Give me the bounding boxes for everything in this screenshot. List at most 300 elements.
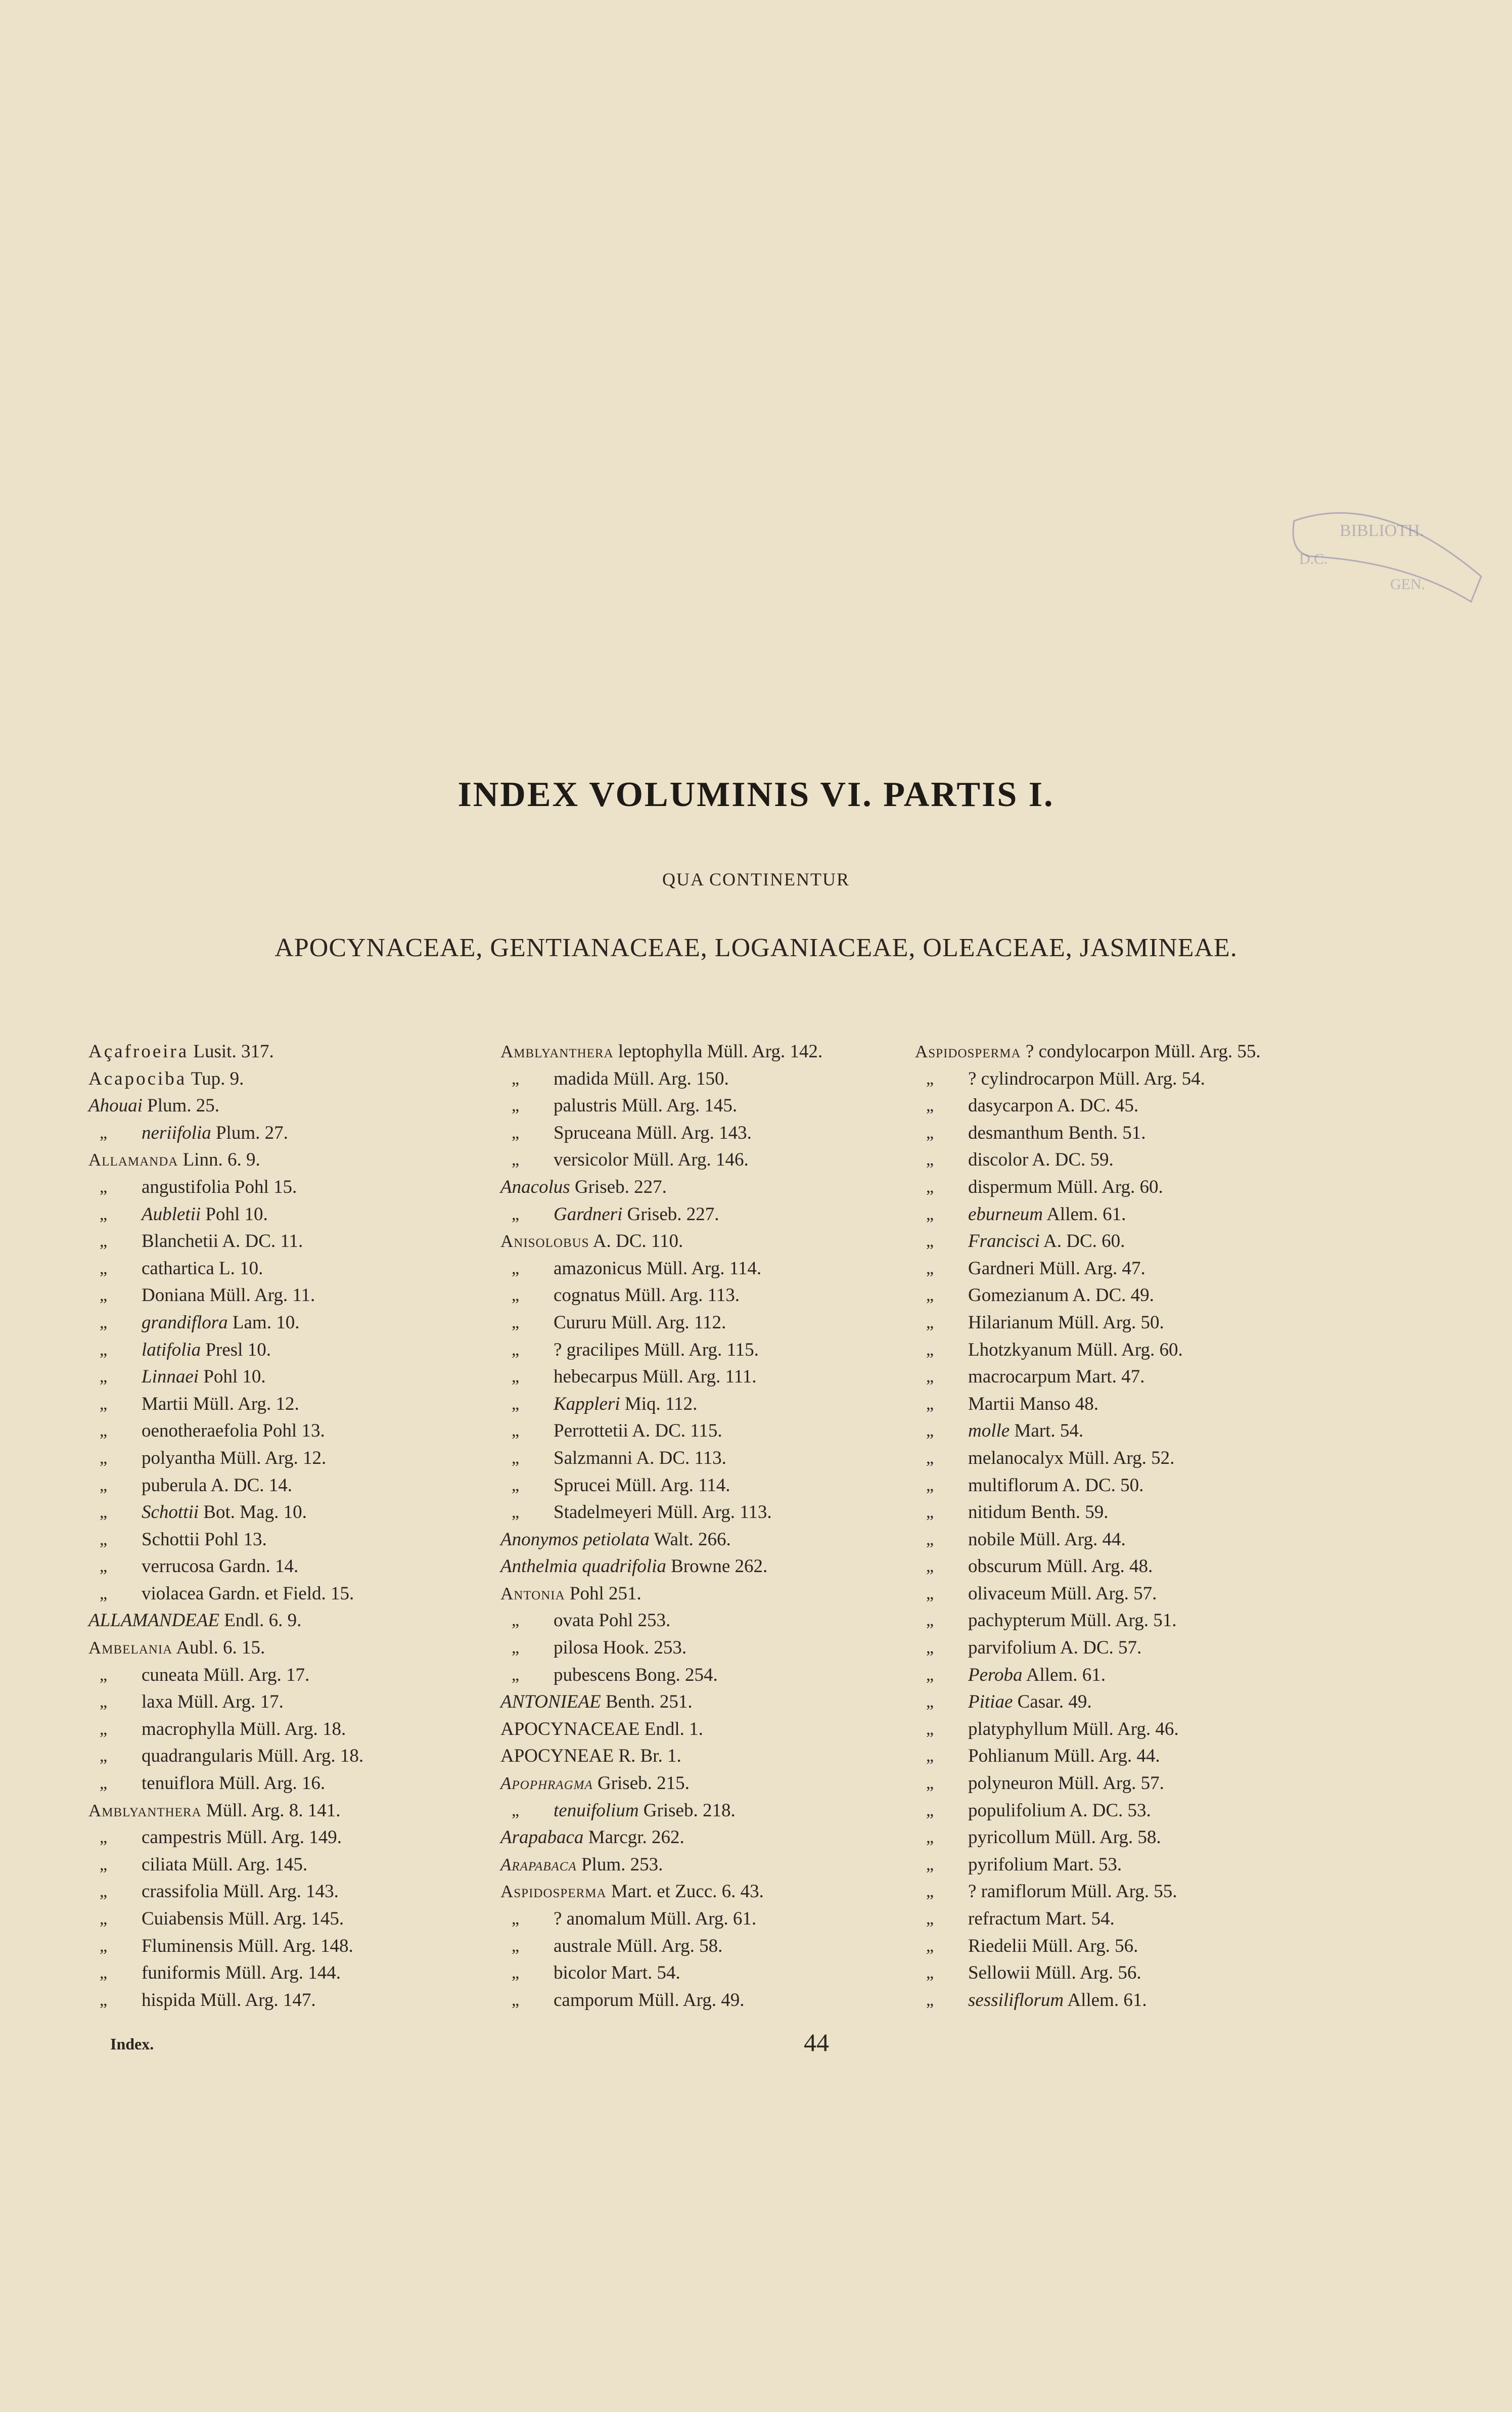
species-author: Allem. 61. [1026,1664,1106,1685]
index-entry [500,1146,925,1174]
species-name: pachypterum Müll. Arg. 51. [968,1610,1177,1631]
ditto-mark: „ [512,1286,520,1305]
index-entry [915,1363,1370,1391]
index-entry [88,1824,513,1851]
species-name: obscurum Müll. Arg. 48. [968,1556,1153,1577]
species-name: parvifolium A. DC. 57. [968,1637,1142,1659]
ditto-mark: „ [512,1990,520,2009]
species-author: A. DC. 60. [1043,1231,1125,1252]
index-entry [915,1797,1370,1824]
index-entry [915,1851,1370,1879]
index-entry [500,1607,925,1634]
species-name: ? ramiflorum Müll. Arg. 55. [968,1881,1177,1902]
ditto-mark: „ [926,1530,934,1549]
index-entry [88,1417,513,1445]
ditto-mark: „ [926,1367,934,1387]
index-entry [915,1417,1370,1445]
index-entry [500,1174,925,1201]
ditto-mark: „ [926,1313,934,1332]
index-entry [915,1770,1370,1797]
species-author: Pohl 10. [203,1366,266,1388]
ditto-mark: „ [926,1665,934,1684]
page-subtitle: QUA CONTINENTUR [662,869,850,889]
index-entry [915,1255,1370,1282]
species-name: puberula A. DC. 14. [142,1475,293,1496]
species-name: tenuiflora Müll. Arg. 16. [142,1773,326,1794]
genus-detail: Walt. 266. [654,1529,731,1550]
index-entry [500,1120,925,1147]
ditto-mark: „ [100,1665,108,1684]
index-entry [88,1878,513,1905]
genus-name: Ahouai [88,1095,143,1116]
species-name: Gardneri Müll. Arg. 47. [968,1258,1146,1279]
index-entry [915,1662,1370,1689]
ditto-mark: „ [926,1503,934,1522]
index-entry [500,1851,925,1879]
ditto-mark: „ [512,1909,520,1928]
index-entry [88,1743,513,1770]
index-entry [915,1309,1370,1336]
page-title: INDEX VOLUMINIS VI. PARTIS I. [457,775,1055,814]
index-entry [915,1174,1370,1201]
ditto-mark: „ [100,1584,108,1603]
ditto-mark: „ [926,1557,934,1576]
index-entry [500,1878,925,1905]
genus-detail: leptophylla Müll. Arg. 142. [618,1041,823,1062]
ditto-mark: „ [100,1557,108,1576]
index-entry [88,1905,513,1933]
ditto-mark: „ [926,1448,934,1467]
ditto-mark: „ [512,1123,520,1142]
index-entry [500,1228,925,1255]
index-column-2 [500,1038,925,2014]
index-entry [88,1688,513,1716]
ditto-mark: „ [100,1936,108,1955]
ditto-mark: „ [100,1774,108,1793]
index-entry [915,1499,1370,1526]
index-entry [915,1959,1370,1987]
index-entry [88,1120,513,1147]
species-name: sessiliflorum [968,1989,1064,2011]
index-entry [915,1146,1370,1174]
index-entry [88,1309,513,1336]
genus-name: Ambelania [88,1638,173,1658]
genus-detail: Griseb. 215. [597,1773,690,1794]
ditto-mark: „ [926,1394,934,1413]
species-name: Linnaei [142,1366,199,1388]
species-name: olivaceum Müll. Arg. 57. [968,1583,1157,1604]
ditto-mark: „ [926,1747,934,1766]
index-entry [500,1417,925,1445]
index-entry [915,1905,1370,1933]
species-author: Miq. 112. [624,1393,698,1414]
species-name: funiformis Müll. Arg. 144. [142,1962,341,1984]
index-entry [88,1662,513,1689]
ditto-mark: „ [100,1313,108,1332]
species-name: macrophylla Müll. Arg. 18. [142,1718,346,1739]
ditto-mark: „ [926,1719,934,1738]
species-name: hispida Müll. Arg. 147. [142,1989,316,2011]
index-entry [500,1336,925,1364]
genus-detail: Plum. 253. [581,1854,663,1875]
genus-name: Acapociba [88,1068,187,1089]
footer-label: Index. [110,2035,154,2053]
ditto-mark: „ [100,1204,108,1224]
index-entry [500,1255,925,1282]
genus-name: Aspidosperma [915,1042,1021,1061]
genus-detail: R. Br. 1. [618,1746,681,1767]
ditto-mark: „ [512,1801,520,1820]
ditto-mark: „ [100,1963,108,1983]
index-entry [88,1282,513,1309]
species-name: Fluminensis Müll. Arg. 148. [142,1935,353,1956]
index-entry [88,1933,513,1960]
ditto-mark: „ [512,1503,520,1522]
index-entry [915,1553,1370,1580]
genus-name: Amblyanthera [500,1042,614,1061]
species-name: Gomezianum A. DC. 49. [968,1285,1154,1306]
index-entry [500,1580,925,1607]
genus-name: Anthelmia quadrifolia [500,1556,666,1577]
species-name: bicolor Mart. 54. [554,1962,680,1984]
ditto-mark: „ [100,1990,108,2009]
species-author: Pohl 10. [205,1203,268,1225]
genus-detail: Plum. 25. [147,1095,220,1116]
index-entry [88,1959,513,1987]
species-name: Francisci [968,1231,1040,1252]
species-name: pilosa Hook. 253. [554,1637,687,1659]
species-name: Kappleri [554,1393,620,1414]
genus-name: APOCYNACEAE [500,1718,640,1739]
index-entry [88,1146,513,1174]
species-name: Doniana Müll. Arg. 11. [142,1285,315,1306]
ditto-mark: „ [512,1448,520,1467]
ditto-mark: „ [100,1232,108,1251]
genus-detail: ? condylocarpon Müll. Arg. 55. [1025,1041,1261,1062]
species-name: crassifolia Müll. Arg. 143. [142,1881,339,1902]
index-entry [915,1878,1370,1905]
species-name: camporum Müll. Arg. 49. [554,1989,745,2011]
species-name: ciliata Müll. Arg. 145. [142,1854,308,1875]
ditto-mark: „ [100,1421,108,1441]
ditto-mark: „ [100,1394,108,1413]
index-entry [88,1607,513,1634]
index-entry [500,1391,925,1418]
species-name: Stadelmeyeri Müll. Arg. 113. [554,1502,772,1523]
species-name: neriifolia [142,1122,211,1143]
species-name: Cuiabensis Müll. Arg. 145. [142,1908,344,1929]
index-entry [915,1688,1370,1716]
species-name: Pohlianum Müll. Arg. 44. [968,1746,1160,1767]
species-name: dispermum Müll. Arg. 60. [968,1176,1163,1197]
species-author: Mart. 54. [1014,1420,1084,1442]
ditto-mark: „ [926,1611,934,1630]
index-entry [915,1933,1370,1960]
ditto-mark: „ [926,1421,934,1441]
index-entry [500,1472,925,1499]
index-entry [915,1607,1370,1634]
index-column-3 [915,1038,1370,2014]
species-name: Martii Manso 48. [968,1393,1098,1414]
species-author: Presl 10. [205,1339,271,1360]
ditto-mark: „ [100,1448,108,1467]
species-name: Perrottetii A. DC. 115. [554,1420,722,1442]
index-entry [915,1716,1370,1743]
index-column-1 [88,1038,513,2014]
ditto-mark: „ [926,1801,934,1820]
species-name: Hilarianum Müll. Arg. 50. [968,1312,1164,1333]
ditto-mark: „ [100,1177,108,1196]
species-author: Griseb. 227. [627,1203,719,1225]
genus-name: APOCYNEAE [500,1746,614,1767]
ditto-mark: „ [512,1394,520,1413]
species-name: desmanthum Benth. 51. [968,1122,1146,1143]
ditto-mark: „ [100,1909,108,1928]
index-entry [88,1553,513,1580]
genus-detail: Mart. et Zucc. 6. 43. [611,1881,764,1902]
ditto-mark: „ [926,1692,934,1712]
genus-detail: Tup. 9. [191,1068,244,1089]
ditto-mark: „ [512,1963,520,1983]
genus-name: Allamanda [88,1150,178,1170]
species-name: Lhotzkyanum Müll. Arg. 60. [968,1339,1183,1360]
stamp-text-top: BIBLIOTH. [1340,521,1425,540]
index-entry [500,1526,925,1553]
index-entry [915,1065,1370,1093]
species-name: dasycarpon A. DC. 45. [968,1095,1139,1116]
species-author: Bot. Mag. 10. [203,1502,307,1523]
index-entry [88,1363,513,1391]
ditto-mark: „ [926,1828,934,1847]
species-name: pyrifolium Mart. 53. [968,1854,1122,1875]
index-entry [500,1905,925,1933]
species-name: Schottii Pohl 13. [142,1529,267,1550]
ditto-mark: „ [512,1204,520,1224]
genus-name: Anisolobus [500,1231,589,1252]
ditto-mark: „ [100,1367,108,1387]
genus-detail: Marcgr. 262. [588,1827,684,1848]
index-entry [88,1987,513,2014]
species-name: tenuifolium [554,1800,639,1821]
ditto-mark: „ [512,1421,520,1441]
index-entry [500,1959,925,1987]
ditto-mark: „ [926,1259,934,1278]
species-name: Gardneri [554,1203,623,1225]
species-name: latifolia [142,1339,201,1360]
index-entry [915,1987,1370,2014]
species-name: grandiflora [142,1312,228,1333]
ditto-mark: „ [926,1936,934,1955]
index-entry [500,1933,925,1960]
index-entry [88,1770,513,1797]
index-entry [88,1445,513,1472]
genus-name: Anonymos petiolata [500,1529,650,1550]
index-entry [88,1201,513,1228]
index-entry [88,1634,513,1662]
ditto-mark: „ [926,1963,934,1983]
index-entry [915,1526,1370,1553]
index-entry [500,1282,925,1309]
index-entry [500,1824,925,1851]
index-entry [915,1092,1370,1120]
species-name: pyricollum Müll. Arg. 58. [968,1827,1161,1848]
species-name: discolor A. DC. 59. [968,1149,1114,1171]
index-entry [88,1472,513,1499]
species-name: violacea Gardn. et Field. 15. [142,1583,354,1604]
species-author: Griseb. 218. [643,1800,736,1821]
ditto-mark: „ [926,1232,934,1251]
page-number: 44 [804,2028,829,2057]
species-name: molle [968,1420,1010,1442]
species-name: polyantha Müll. Arg. 12. [142,1447,327,1468]
ditto-mark: „ [926,1855,934,1874]
stamp-text-mid: D.C. [1299,551,1328,567]
ditto-mark: „ [926,1882,934,1901]
index-entry [500,1499,925,1526]
genus-detail: Aubl. 6. 15. [176,1637,265,1659]
ditto-mark: „ [926,1638,934,1658]
species-name: Spruceana Müll. Arg. 143. [554,1122,752,1143]
genus-name: Arapabaca [500,1827,584,1848]
ditto-mark: „ [512,1340,520,1359]
genus-detail: A. DC. 110. [592,1231,683,1252]
index-entry [500,1309,925,1336]
species-name: populifolium A. DC. 53. [968,1800,1151,1821]
index-entry [88,1228,513,1255]
species-name: ? gracilipes Müll. Arg. 115. [554,1339,759,1360]
ditto-mark: „ [100,1503,108,1522]
ditto-mark: „ [100,1747,108,1766]
genus-name: Arapabaca [500,1854,577,1874]
species-name: amazonicus Müll. Arg. 114. [554,1258,762,1279]
ditto-mark: „ [512,1611,520,1630]
species-name: Blanchetii A. DC. 11. [142,1231,303,1252]
index-entry [500,1445,925,1472]
index-entry [500,1743,925,1770]
ditto-mark: „ [100,1259,108,1278]
species-name: versicolor Müll. Arg. 146. [554,1149,749,1171]
ditto-mark: „ [512,1476,520,1495]
index-entry [915,1120,1370,1147]
index-entry [500,1770,925,1797]
species-name: cognatus Müll. Arg. 113. [554,1285,740,1306]
index-entry [88,1336,513,1364]
ditto-mark: „ [100,1476,108,1495]
ditto-mark: „ [512,1638,520,1658]
species-name: cuneata Müll. Arg. 17. [142,1664,310,1685]
ditto-mark: „ [926,1340,934,1359]
ditto-mark: „ [100,1692,108,1712]
index-entry [500,1092,925,1120]
genus-detail: Endl. 1. [644,1718,703,1739]
index-entry [500,1987,925,2014]
index-entry [88,1499,513,1526]
index-entry [915,1201,1370,1228]
genus-name: Apophragma [500,1773,593,1794]
ditto-mark: „ [926,1584,934,1603]
species-name: Schottii [142,1502,199,1523]
species-name: palustris Müll. Arg. 145. [554,1095,738,1116]
ditto-mark: „ [926,1177,934,1196]
species-name: australe Müll. Arg. 58. [554,1935,723,1956]
species-name: campestris Müll. Arg. 149. [142,1827,342,1848]
species-name: verrucosa Gardn. 14. [142,1556,299,1577]
genus-detail: Griseb. 227. [574,1176,667,1197]
index-entry [915,1445,1370,1472]
index-entry [500,1065,925,1093]
index-entry [500,1038,925,1065]
index-entry [88,1797,513,1824]
index-entry [500,1634,925,1662]
species-name: ? anomalum Müll. Arg. 61. [554,1908,757,1929]
index-entry [500,1201,925,1228]
species-name: Riedelii Müll. Arg. 56. [968,1935,1138,1956]
species-name: angustifolia Pohl 15. [142,1176,297,1197]
species-name: quadrangularis Müll. Arg. 18. [142,1746,364,1767]
ditto-mark: „ [100,1828,108,1847]
genus-name: Aspidosperma [500,1882,607,1902]
species-name: polyneuron Müll. Arg. 57. [968,1773,1164,1794]
ditto-mark: „ [926,1774,934,1793]
genus-detail: Linn. 6. 9. [182,1149,260,1171]
species-author: Allem. 61. [1067,1989,1147,2011]
index-entry [88,1092,513,1120]
species-name: cathartica L. 10. [142,1258,263,1279]
genus-detail: Browne 262. [671,1556,768,1577]
index-entry [915,1282,1370,1309]
index-entry [88,1065,513,1093]
index-entry [88,1174,513,1201]
library-stamp [1279,501,1491,617]
species-name: Cururu Müll. Arg. 112. [554,1312,726,1333]
species-name: hebecarpus Müll. Arg. 111. [554,1366,757,1388]
ditto-mark: „ [100,1340,108,1359]
index-entry [500,1662,925,1689]
ditto-mark: „ [100,1123,108,1142]
species-name: pubescens Bong. 254. [554,1664,718,1685]
index-entry [500,1688,925,1716]
index-entry [915,1824,1370,1851]
species-name: melanocalyx Müll. Arg. 52. [968,1447,1175,1468]
ditto-mark: „ [100,1855,108,1874]
genus-name: Antonia [500,1583,565,1603]
genus-name: Amblyanthera [88,1800,202,1820]
genus-name: ANTONIEAE [500,1691,601,1713]
genus-name: ALLAMANDEAE [88,1610,219,1631]
index-entry [915,1391,1370,1418]
ditto-mark: „ [512,1096,520,1115]
species-author: Plum. 27. [215,1122,288,1143]
stamp-text-bottom: GEN. [1390,576,1426,593]
index-entry [88,1255,513,1282]
species-name: laxa Müll. Arg. 17. [142,1691,284,1713]
ditto-mark: „ [926,1096,934,1115]
genus-detail: Müll. Arg. 8. 141. [206,1800,341,1821]
ditto-mark: „ [100,1286,108,1305]
genus-detail: Endl. 6. 9. [224,1610,302,1631]
index-entry [500,1716,925,1743]
index-entry [88,1526,513,1553]
ditto-mark: „ [100,1530,108,1549]
species-author: Allem. 61. [1046,1203,1126,1225]
ditto-mark: „ [926,1123,934,1142]
species-name: oenotheraefolia Pohl 13. [142,1420,325,1442]
index-entry [500,1797,925,1824]
index-entry [88,1580,513,1607]
species-name: Pitiae [968,1691,1013,1713]
index-entry [915,1228,1370,1255]
species-name: nitidum Benth. 59. [968,1502,1109,1523]
